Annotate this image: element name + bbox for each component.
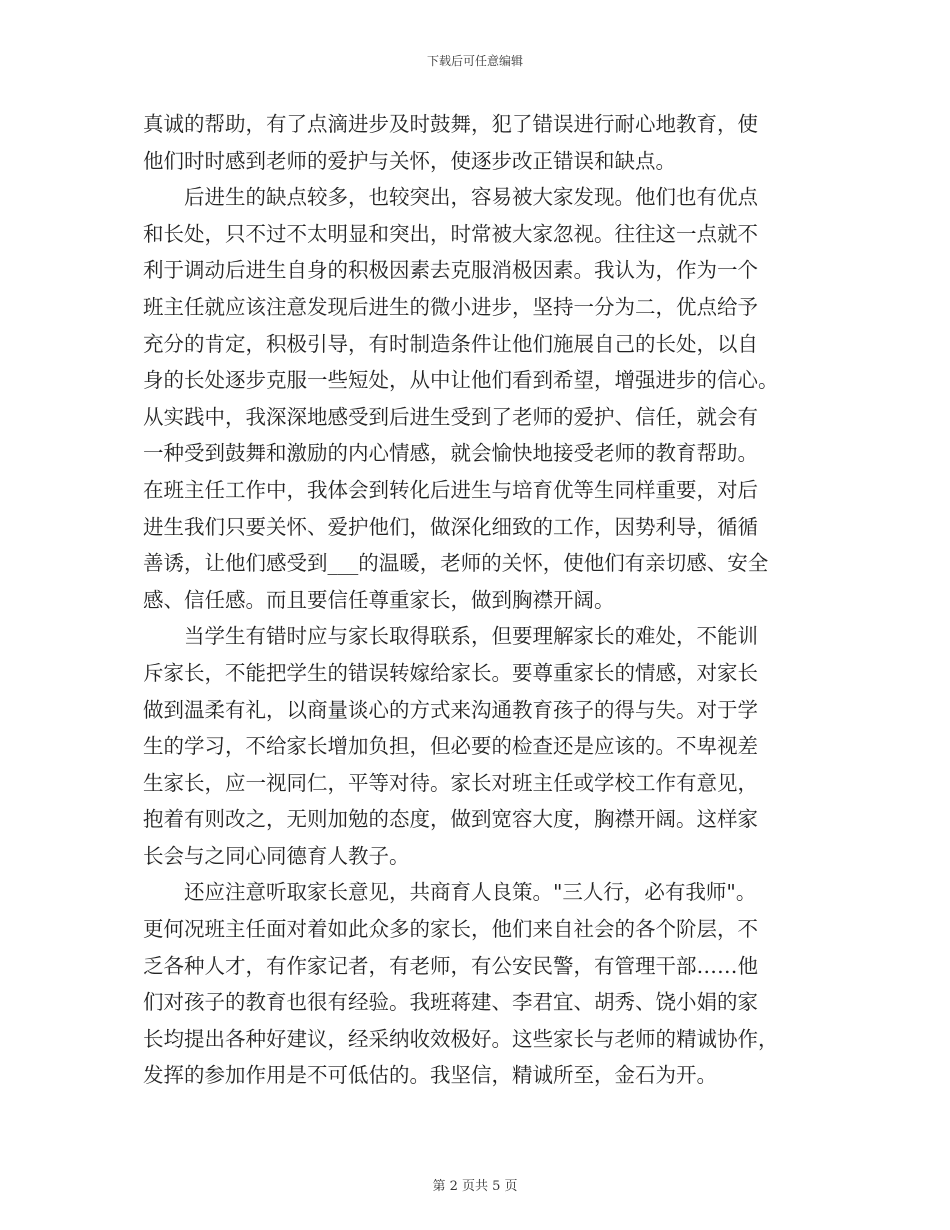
text-line: 善诱，让他们感受到___的温暖，老师的关怀，使他们有亲切感、安全 xyxy=(143,551,769,576)
text-line: 乏各种人才，有作家记者，有老师，有公安民警，有管理干部……他 xyxy=(143,953,758,978)
text-line: 在班主任工作中，我体会到转化后进生与培育优等生同样重要，对后 xyxy=(143,477,758,502)
page-footer: 第 2 页共 5 页 xyxy=(432,1179,518,1194)
paragraph xyxy=(143,874,807,1094)
text-line: 生的学习，不给家长增加负担，但必要的检查还是应该的。不卑视差 xyxy=(143,734,758,759)
page-header: 下载后可任意编辑 xyxy=(426,54,523,68)
text-line: 班主任就应该注意发现后进生的微小进步，坚持一分为二，优点给予 xyxy=(143,294,758,319)
text-line: 进生我们只要关怀、爱护他们，做深化细致的工作，因势利导，循循 xyxy=(143,514,758,539)
text-line: 当学生有错时应与家长取得联系，但要理解家长的难处，不能训 xyxy=(143,624,758,649)
paragraph xyxy=(143,179,807,618)
paragraph xyxy=(143,618,807,874)
text-line: 感、信任感。而且要信任尊重家长，做到胸襟开阔。 xyxy=(143,587,615,612)
text-line: 斥家长，不能把学生的错误转嫁给家长。要尊重家长的情感，对家长 xyxy=(143,660,758,685)
text-line: 他们时时感到老师的爱护与关怀，使逐步改正错误和缺点。 xyxy=(143,148,676,173)
text-line: 身的长处逐步克服一些短处，从中让他们看到希望，增强进步的信心。 xyxy=(143,368,779,393)
text-line: 充分的肯定，积极引导，有时制造条件让他们施展自己的长处，以自 xyxy=(143,331,758,356)
text-line: 从实践中，我深深地感受到后进生受到了老师的爱护、信任，就会有 xyxy=(143,404,758,429)
text-line: 发挥的参加作用是不可低估的。我坚信，精诚所至，金石为开。 xyxy=(143,1063,717,1088)
text-line: 更何况班主任面对着如此众多的家长，他们来自社会的各个阶层，不 xyxy=(143,917,758,942)
text-line: 利于调动后进生自身的积极因素去克服消极因素。我认为，作为一个 xyxy=(143,258,758,283)
text-line: 长均提出各种好建议，经采纳收效极好。这些家长与老师的精诚协作， xyxy=(143,1026,779,1051)
text-line: 一种受到鼓舞和激励的内心情感，就会愉快地接受老师的教育帮助。 xyxy=(143,441,758,466)
paragraph xyxy=(143,106,807,179)
text-line: 生家长，应一视同仁，平等对待。家长对班主任或学校工作有意见， xyxy=(143,770,758,795)
text-line: 还应注意听取家长意见，共商育人良策。"三人行，必有我师"。 xyxy=(143,880,757,905)
text-line: 真诚的帮助，有了点滴进步及时鼓舞，犯了错误进行耐心地教育，使 xyxy=(143,112,758,136)
text-line: 们对孩子的教育也很有经验。我班蒋建、李君宜、胡秀、饶小娟的家 xyxy=(143,990,758,1015)
text-line: 抱着有则改之，无则加勉的态度，做到宽容大度，胸襟开阔。这样家 xyxy=(143,807,758,832)
text-line: 和长处，只不过不太明显和突出，时常被大家忽视。往往这一点就不 xyxy=(143,221,758,246)
text-line: 后进生的缺点较多，也较突出，容易被大家发现。他们也有优点 xyxy=(143,185,758,210)
text-line: 长会与之同心同德育人教子。 xyxy=(143,843,410,868)
text-line: 做到温柔有礼，以商量谈心的方式来沟通教育孩子的得与失。对于学 xyxy=(143,697,758,722)
document-body xyxy=(143,106,807,1094)
